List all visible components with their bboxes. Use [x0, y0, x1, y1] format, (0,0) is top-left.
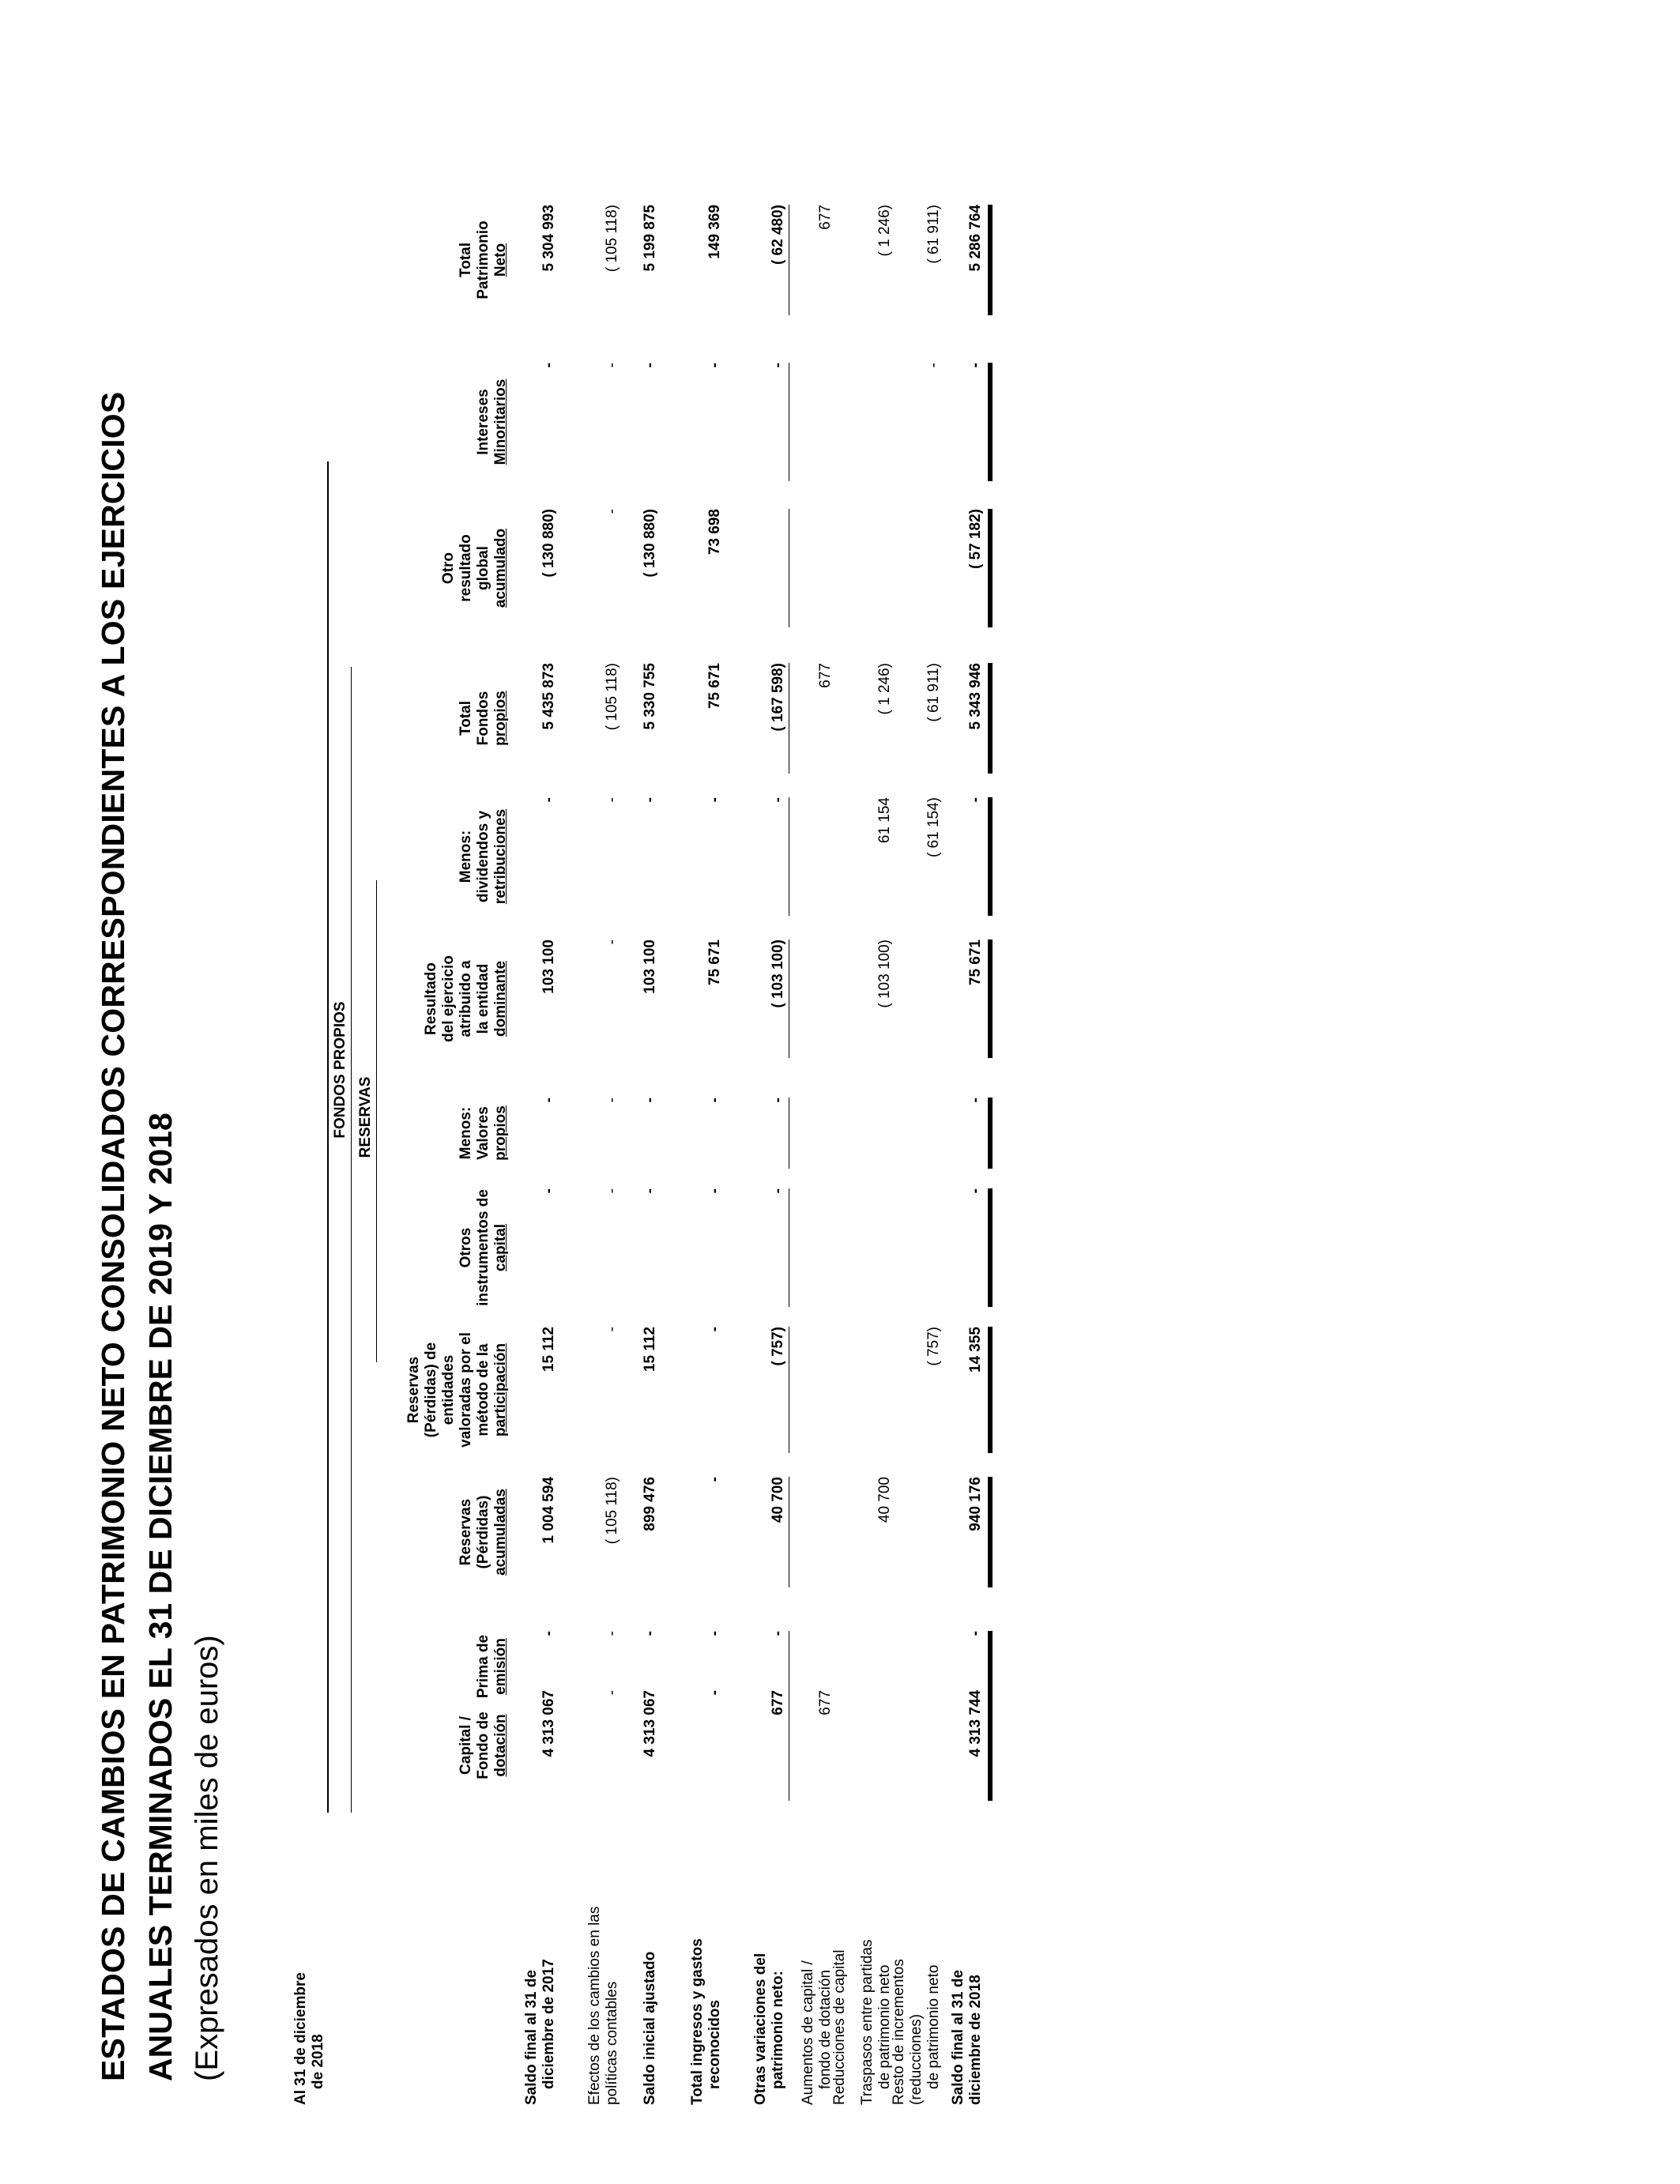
table-cell: 103 100 — [541, 939, 557, 994]
row-label — [891, 1959, 943, 2105]
table-cell: - — [604, 363, 620, 368]
column-header-line: dividendos y — [475, 810, 492, 903]
row-label-line: Saldo final al 31 de — [523, 1969, 540, 2105]
column-header-line: Total — [458, 243, 474, 277]
row-label-line: (reducciones) — [908, 2013, 925, 2105]
row-label-line: Saldo final al 31 de — [950, 1969, 966, 2105]
column-header-line: valoradas por el — [458, 1332, 474, 1448]
table-cell: 15 112 — [642, 1327, 658, 1373]
table-cell: 5 343 946 — [967, 663, 984, 730]
table-cell: 14 355 — [967, 1327, 984, 1373]
reservas-header: RESERVAS — [357, 1076, 374, 1158]
table-cell: - — [706, 1631, 723, 1636]
row-label — [689, 1938, 724, 2105]
row-label-line: diciembre de 2017 — [541, 1959, 557, 2089]
table-cell: ( 103 100) — [876, 939, 893, 1008]
row-label — [831, 1950, 849, 2105]
column-header-line: propios — [492, 691, 509, 746]
column-header-line: participación — [492, 1342, 509, 1437]
row-label-line: Saldo inicial ajustado — [642, 1951, 658, 2105]
row-label — [586, 1907, 621, 2105]
fondos-propios-header: FONDOS PROPIOS — [332, 1001, 348, 1139]
stub-header: Al 31 de diciembre de 2018 — [292, 1972, 326, 2105]
table-cell: - — [770, 363, 786, 368]
table-cell: 677 — [817, 663, 834, 688]
row-label-line: Total ingresos y gastos — [689, 1938, 706, 2105]
table-cell: 4 313 067 — [642, 1690, 658, 1757]
row-label-line: fondo de dotación — [817, 1969, 834, 2089]
table-cell: - — [604, 1631, 620, 1636]
table-cell: ( 57 182) — [967, 509, 984, 570]
table-cell: ( 103 100) — [770, 939, 786, 1008]
total-rule — [988, 663, 993, 774]
table-cell: - — [604, 509, 620, 514]
table-cell: - — [770, 1631, 786, 1636]
column-header-line: Reservas — [458, 1498, 474, 1566]
column-header — [458, 173, 510, 347]
column-header-line: (Pérdidas) — [475, 1495, 492, 1569]
table-cell: - — [706, 1098, 723, 1103]
table-cell: ( 61 911) — [925, 205, 942, 264]
table-cell: - — [706, 1188, 723, 1194]
table-cell: - — [604, 1690, 620, 1696]
table-cell: - — [770, 797, 786, 803]
column-header-line: Patrimonio — [475, 220, 492, 299]
column-header-line: acumulado — [492, 528, 509, 608]
row-label — [642, 1952, 659, 2105]
table-cell: - — [604, 1098, 620, 1103]
table-cell: - — [642, 363, 658, 368]
column-header-line: retribuciones — [492, 808, 509, 905]
table-cell: ( 105 118) — [604, 205, 620, 273]
total-rule — [988, 205, 993, 315]
column-header-line: Total — [458, 701, 474, 736]
table-cell: - — [967, 1188, 984, 1194]
total-rule — [988, 509, 993, 627]
table-cell: - — [541, 1098, 557, 1103]
table-cell: 61 154 — [876, 797, 893, 844]
column-header-line: Neto — [492, 243, 509, 277]
column-header-line: Menos: — [458, 1106, 474, 1160]
row-label-line: Reducciones de capital — [831, 1949, 848, 2105]
table-cell: - — [706, 1690, 723, 1696]
table-cell: ( 130 880) — [541, 509, 557, 578]
table-cell: - — [967, 797, 984, 803]
table-cell: 103 100 — [642, 939, 658, 994]
table-cell: - — [642, 1098, 658, 1103]
column-header-line: Prima de — [475, 1634, 492, 1699]
table-cell: 1 004 594 — [541, 1477, 557, 1544]
column-header-line: Fondos — [475, 691, 492, 746]
column-header-line: acumuladas — [492, 1489, 509, 1576]
table-cell: - — [770, 1188, 786, 1194]
total-rule — [988, 1188, 993, 1307]
row-label — [859, 1940, 894, 2105]
column-header-line: (Pérdidas) de — [423, 1342, 439, 1438]
table-cell: - — [706, 1477, 723, 1482]
table-cell: 73 698 — [706, 509, 723, 555]
column-header — [475, 335, 510, 509]
total-rule — [988, 939, 993, 1058]
row-label-line: políticas contables — [604, 1981, 620, 2105]
column-header-line: resultado — [458, 534, 474, 602]
column-header-line: la entidad — [475, 963, 492, 1034]
table-cell: 5 435 873 — [541, 663, 557, 730]
reservas-rule — [376, 880, 377, 1362]
column-header-line: Resultado — [423, 962, 439, 1035]
column-header-line: entidades — [440, 1354, 457, 1425]
table-cell: ( 167 598) — [770, 663, 786, 732]
table-cell: ( 61 911) — [925, 663, 942, 722]
table-cell: 940 176 — [967, 1477, 984, 1531]
table-cell: 75 671 — [706, 663, 723, 710]
table-cell: - — [925, 363, 942, 368]
table-cell: 5 199 875 — [642, 205, 658, 272]
total-rule — [988, 1477, 993, 1587]
table-cell: 75 671 — [706, 939, 723, 986]
table-cell: - — [642, 1631, 658, 1636]
row-label-line: Efectos de los cambios en las — [586, 1906, 603, 2105]
column-header-line: método de la — [475, 1343, 492, 1437]
table-cell: - — [967, 363, 984, 368]
table-top-rule — [327, 461, 329, 1813]
row-label-line: diciembre de 2018 — [967, 1975, 984, 2105]
table-cell: - — [706, 1327, 723, 1332]
column-header-line: Capital / — [458, 1716, 474, 1775]
table-cell: 40 700 — [770, 1477, 786, 1523]
column-header-line: Menos: — [458, 830, 474, 883]
column-header-line: dotación — [492, 1714, 509, 1777]
page-subtitle: (Expresados en miles de euros) — [190, 1635, 224, 2081]
table-cell: - — [770, 1098, 786, 1103]
page-title: ESTADOS DE CAMBIOS EN PATRIMONIO NETO CONSOLIDADOS CORRESPONDIENTES A LOS EJERCICIOS — [95, 391, 131, 2081]
table-cell: 15 112 — [541, 1327, 557, 1373]
table-cell: - — [541, 363, 557, 368]
table-cell: ( 757) — [925, 1327, 942, 1366]
table-cell: - — [967, 1631, 984, 1636]
table-cell: 149 369 — [706, 205, 723, 259]
column-header-line: del ejercicio — [440, 955, 457, 1042]
table-cell: ( 105 118) — [604, 663, 620, 731]
table-cell: 677 — [770, 1690, 786, 1715]
row-label-line: patrimonio neto: — [770, 1971, 786, 2089]
table-cell: 5 304 993 — [541, 205, 557, 272]
column-header-line: Intereses — [475, 389, 492, 455]
table-cell: - — [604, 1327, 620, 1332]
table-cell: 677 — [817, 205, 834, 230]
column-header-line: capital — [492, 1223, 509, 1272]
total-rule — [988, 363, 993, 481]
column-header — [458, 631, 510, 805]
column-header-line: Otros — [458, 1227, 474, 1268]
table-cell: ( 1 246) — [876, 205, 893, 257]
total-rule — [988, 1631, 993, 1702]
column-header-line: propios — [492, 1105, 509, 1161]
column-header-line: Valores — [475, 1106, 492, 1160]
table-cell: - — [604, 939, 620, 945]
row-label — [950, 1970, 985, 2105]
table-cell: - — [642, 797, 658, 803]
table-cell: 5 330 755 — [642, 663, 658, 730]
column-header-line: atribuido a — [458, 960, 474, 1037]
row-label-line: Otras variaciones del — [752, 1952, 769, 2105]
page-title-line2: ANUALES TERMINADOS EL 31 DE DICIEMBRE DE 2019 Y 2018 — [142, 1113, 179, 2081]
table-cell: ( 62 480) — [770, 205, 786, 265]
table-cell: - — [604, 1188, 620, 1194]
total-rule — [988, 1327, 993, 1453]
table-cell: - — [541, 1188, 557, 1194]
table-cell: ( 105 118) — [604, 1477, 620, 1545]
table-cell: - — [967, 1098, 984, 1103]
table-cell: - — [706, 363, 723, 368]
row-label-line: Aumentos de capital / — [800, 1960, 816, 2105]
table-cell: ( 130 880) — [642, 509, 658, 578]
table-cell: 5 286 764 — [967, 205, 984, 272]
table-cell: 4 313 067 — [541, 1690, 557, 1757]
table-cell: 75 671 — [967, 939, 984, 986]
table-cell: 4 313 744 — [967, 1690, 984, 1757]
column-header-line: emisión — [492, 1638, 509, 1695]
table-cell: - — [706, 797, 723, 803]
table-cell: 899 476 — [642, 1477, 658, 1531]
column-header-line: Fondo de — [475, 1711, 492, 1779]
column-header-line: instrumentos de — [475, 1189, 492, 1306]
column-header-line: global — [475, 546, 492, 590]
table-cell: - — [541, 1631, 557, 1636]
row-label — [752, 1953, 787, 2105]
table-cell: 677 — [817, 1690, 834, 1715]
column-header-line: Minoritarios — [492, 378, 509, 465]
table-cell: - — [604, 797, 620, 803]
row-label — [800, 1960, 834, 2105]
table-cell: ( 757) — [770, 1327, 786, 1366]
row-label — [523, 1959, 558, 2105]
row-label-line: de patrimonio neto — [925, 1964, 942, 2089]
total-rule — [988, 797, 993, 916]
table-cell: ( 1 246) — [876, 663, 893, 715]
table-cell: - — [642, 1188, 658, 1194]
row-label-line: reconocidos — [706, 2000, 723, 2089]
table-cell: - — [541, 797, 557, 803]
table-cell: 40 700 — [876, 1477, 893, 1523]
fondos-propios-rule — [351, 667, 352, 1813]
column-header-line: dominante — [492, 960, 509, 1037]
column-header-line: Otro — [440, 552, 457, 585]
row-label-line: Resto de incrementos — [891, 1959, 907, 2105]
total-rule — [988, 1098, 993, 1169]
row-label-line: Traspasos entre partidas — [859, 1939, 876, 2105]
row-label-line: de patrimonio neto — [876, 1964, 893, 2089]
total-rule — [988, 1690, 993, 1801]
table-cell: ( 61 154) — [925, 797, 942, 858]
column-header-line: Reservas — [405, 1356, 422, 1424]
